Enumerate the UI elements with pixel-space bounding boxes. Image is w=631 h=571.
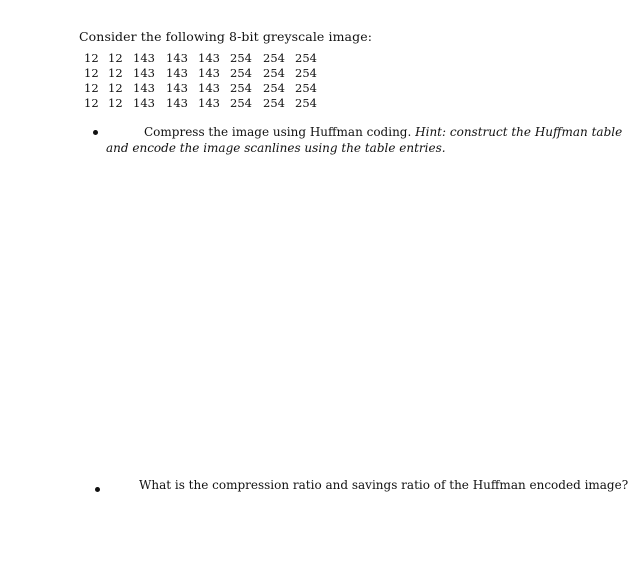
- matrix-cell: 143: [166, 80, 188, 95]
- matrix-cell: 143: [166, 65, 188, 80]
- matrix-cell: 254: [295, 80, 317, 95]
- matrix-cell: 143: [198, 95, 220, 110]
- hint-text-line-1: construct the Huffman table: [449, 125, 623, 139]
- matrix-cell: 254: [295, 65, 317, 80]
- matrix-cell: 143: [133, 95, 155, 110]
- bullet-icon: [93, 130, 98, 135]
- matrix-cell: 143: [198, 50, 220, 65]
- matrix-cell: 12: [108, 95, 123, 110]
- matrix-cell: 143: [198, 80, 220, 95]
- matrix-cell: 12: [84, 65, 99, 80]
- matrix-cell: 254: [230, 50, 252, 65]
- matrix-row: [84, 80, 325, 95]
- matrix-cell: 254: [263, 50, 285, 65]
- matrix-cell: 12: [108, 80, 123, 95]
- hint-label: Hint:: [415, 125, 447, 139]
- matrix-cell: 254: [230, 80, 252, 95]
- matrix-cell: 254: [230, 95, 252, 110]
- matrix-cell: 143: [166, 50, 188, 65]
- matrix-cell: 143: [133, 65, 155, 80]
- matrix-row: [84, 65, 325, 80]
- bullet-icon: [95, 487, 100, 492]
- matrix-cell: 143: [166, 95, 188, 110]
- matrix-cell: 254: [263, 80, 285, 95]
- question-1-text: Compress the image using Huffman coding.: [144, 125, 412, 139]
- matrix-cell: 12: [84, 80, 99, 95]
- image-matrix: [84, 50, 325, 110]
- intro-text: Consider the following 8-bit greyscale image:: [79, 29, 373, 44]
- matrix-cell: 12: [84, 50, 99, 65]
- matrix-cell: 143: [198, 65, 220, 80]
- matrix-cell: 12: [108, 50, 123, 65]
- matrix-row: [84, 95, 325, 110]
- matrix-cell: 12: [108, 65, 123, 80]
- matrix-cell: 254: [230, 65, 252, 80]
- matrix-cell: 254: [295, 95, 317, 110]
- question-2: What is the compression ratio and savings ratio of the Huffman encoded image?: [139, 478, 629, 492]
- question-1: [106, 124, 623, 156]
- matrix-cell: 254: [263, 65, 285, 80]
- matrix-cell: 143: [133, 50, 155, 65]
- matrix-cell: 254: [295, 50, 317, 65]
- question-1-line-1: [106, 124, 623, 140]
- hint-text-line-2: and encode the image scanlines using the table entries.: [106, 141, 446, 155]
- matrix-cell: 254: [263, 95, 285, 110]
- matrix-cell: 143: [133, 80, 155, 95]
- matrix-row: [84, 50, 325, 65]
- matrix-cell: 12: [84, 95, 99, 110]
